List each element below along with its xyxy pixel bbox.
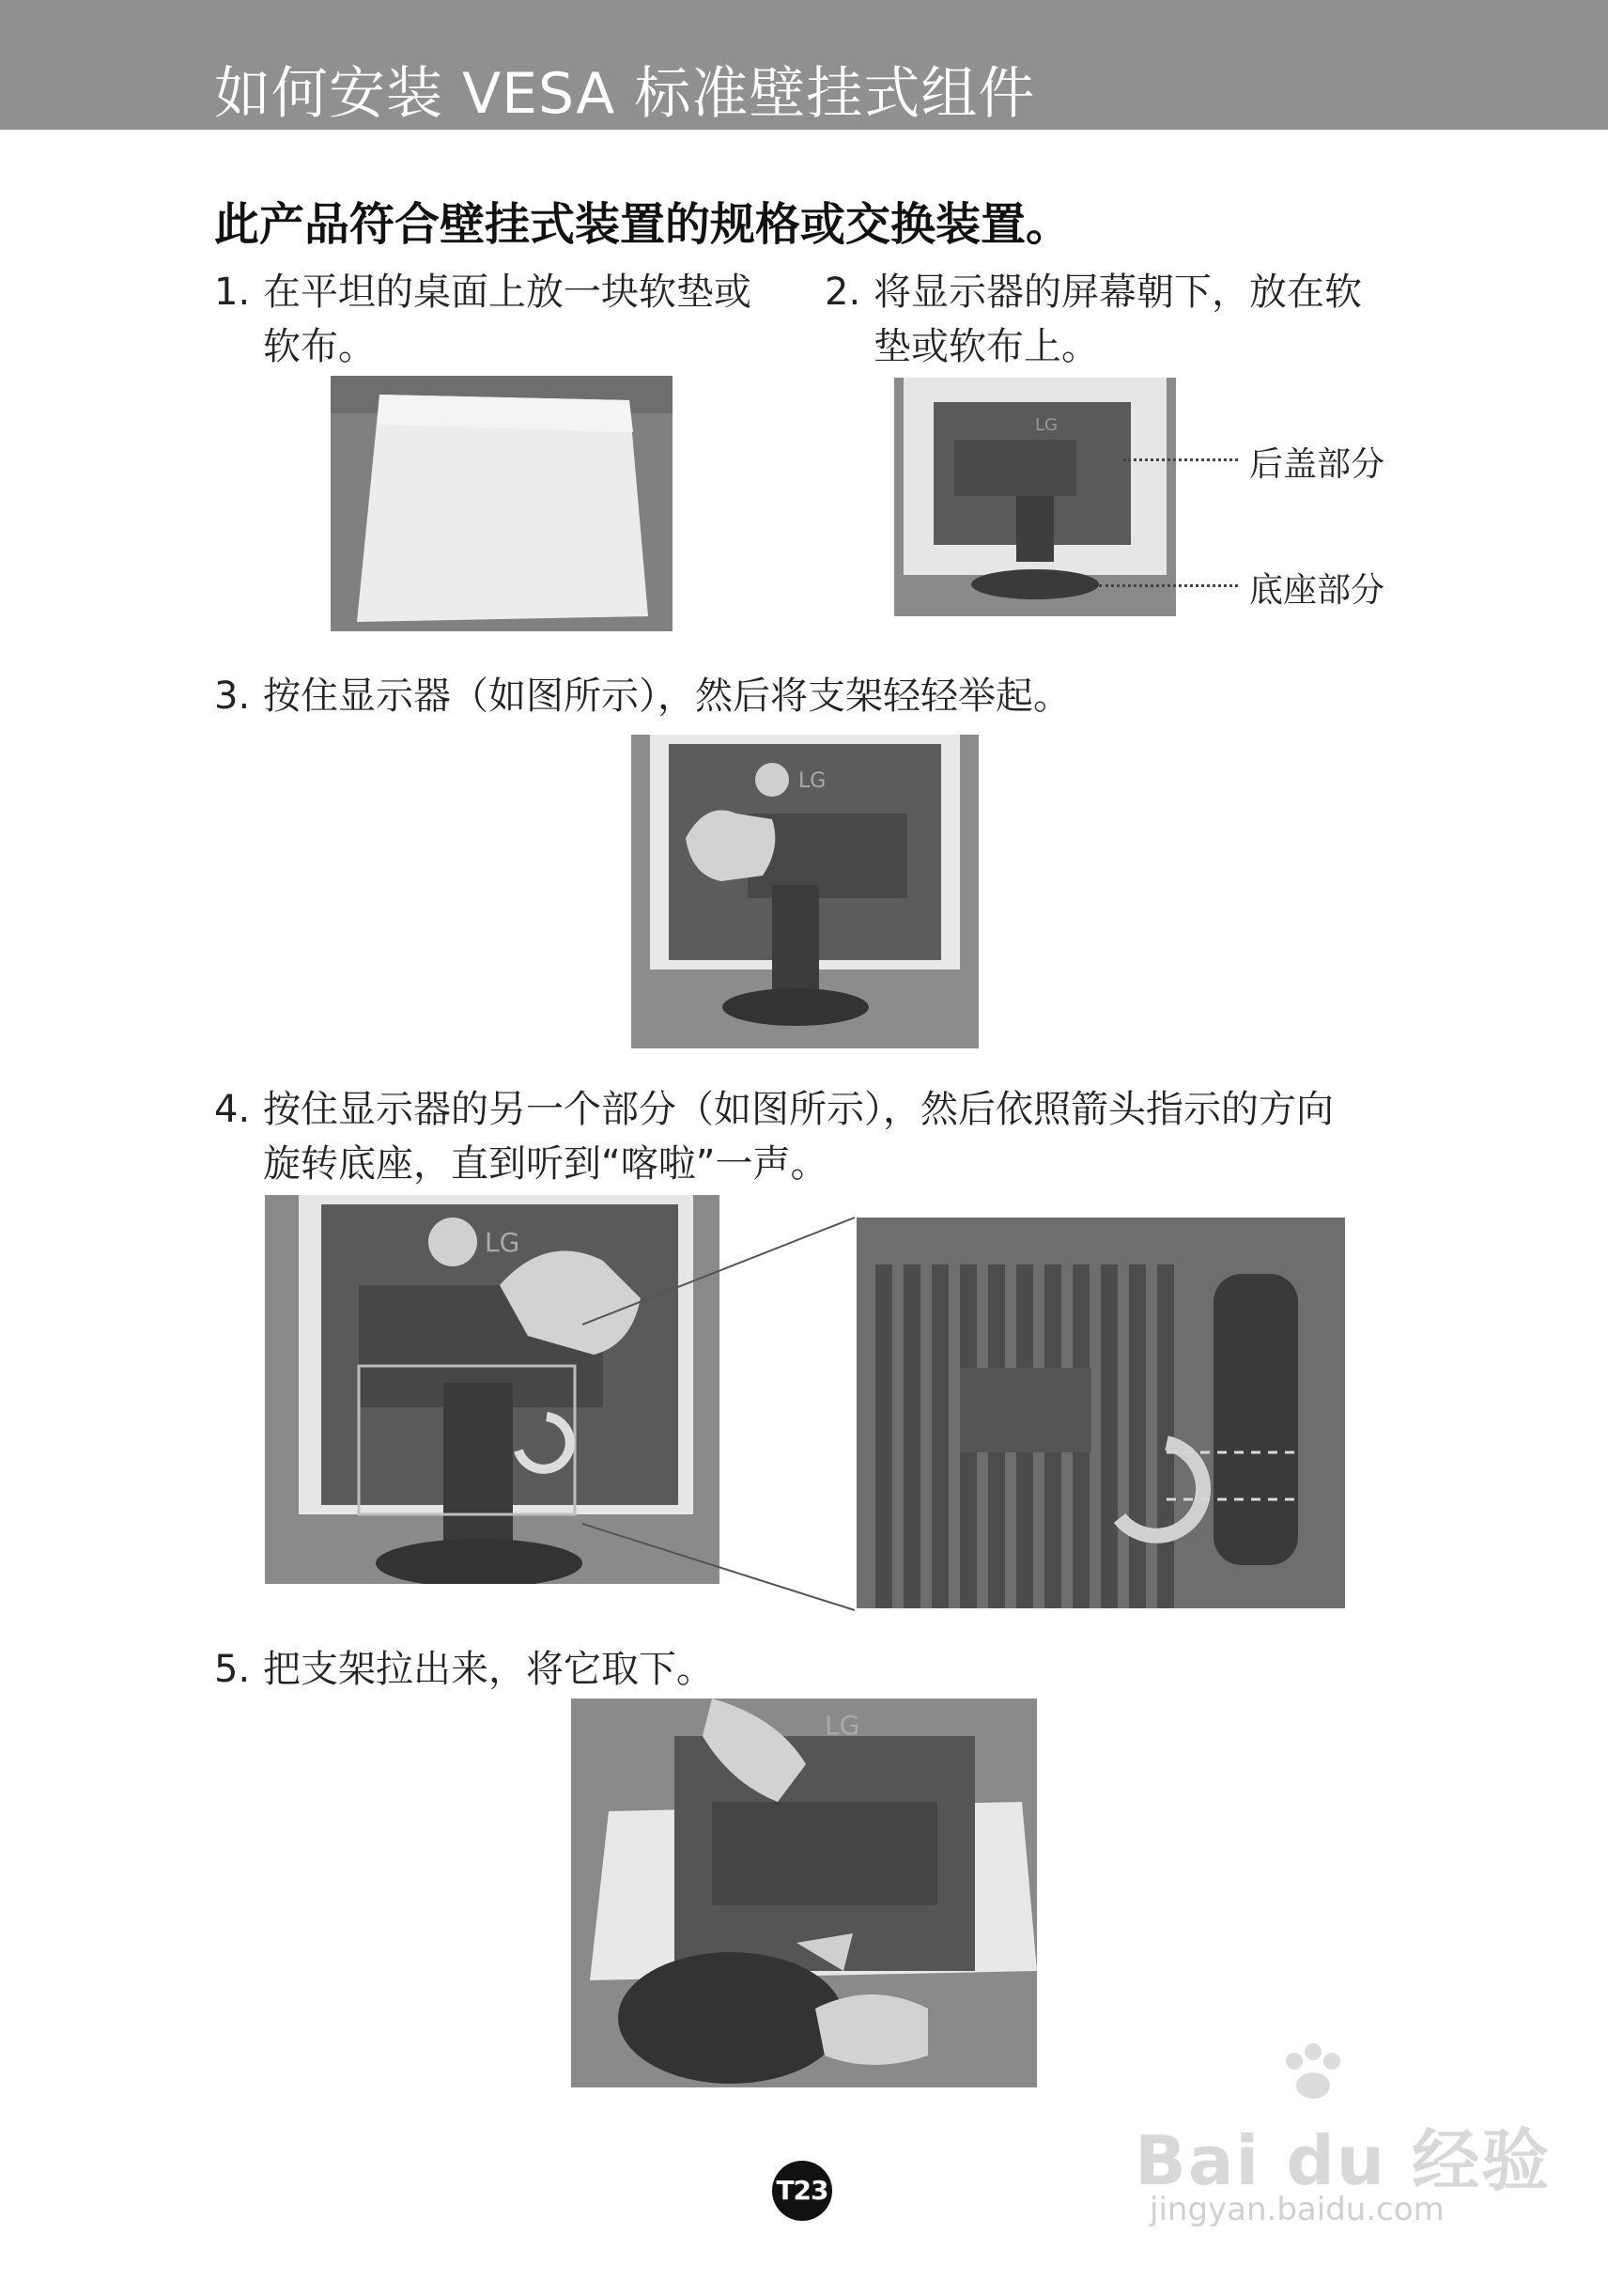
callout-rear-cover: 后盖部分 [1249,445,1385,484]
photo-lift-stand [631,735,979,1048]
step-text-line2: 旋转底座，直到听到“喀啦”一声。 [263,1142,828,1186]
step-4-text [214,1082,1473,1191]
section-subtitle: 此产品符合壁挂式装置的规格或交换装置。 [214,198,1072,251]
step-number: 1. [214,271,251,314]
step-text-line1: 按住显示器的另一个部分（如图所示），然后依照箭头指示的方向 [263,1088,1334,1131]
callout-line-base [1099,584,1238,587]
header-bar [0,0,1608,130]
brand-label: LG [825,1710,860,1741]
paw-icon [1276,2040,1351,2106]
photo-monitor-face-down [894,378,1176,616]
page-title: 如何安装 VESA 标准壁挂式组件 [214,61,1036,127]
callout-base: 底座部分 [1249,571,1385,610]
zoom-connector-lines [582,1212,864,1625]
step-5-text [214,1642,1341,1697]
step-text-line1: 在平坦的桌面上放一块软垫或 [263,271,751,314]
brand-label: LG [1035,415,1058,435]
brand-label: LG [798,769,827,793]
step-number: 2. [825,271,861,314]
step-text-line1: 把支架拉出来，将它取下。 [263,1648,714,1691]
watermark-brand: Bai du 经验 [1135,2121,1552,2200]
step-2-text [825,265,1407,374]
watermark-url: jingyan.baidu.com [1150,2191,1445,2228]
step-text-line1: 将显示器的屏幕朝下，放在软 [874,271,1362,314]
step-number: 4. [214,1088,251,1131]
brand-label: LG [485,1227,520,1258]
photo-soft-cloth [331,376,673,631]
page-number-badge: T23 [772,2161,832,2221]
step-number: 3. [214,675,251,718]
step-number: 5. [214,1648,251,1691]
photo-rotate-detail [857,1218,1345,1608]
step-text-line1: 按住显示器（如图所示），然后将支架轻轻举起。 [263,675,1071,718]
step-1-text [214,265,806,374]
photo-remove-stand [571,1699,1037,2087]
callout-line-rear-cover [1123,458,1238,461]
baidu-watermark [1135,2040,1552,2228]
step-3-text [214,669,1435,723]
step-text-line2: 垫或软布上。 [874,325,1099,368]
step-text-line2: 软布。 [263,325,376,368]
